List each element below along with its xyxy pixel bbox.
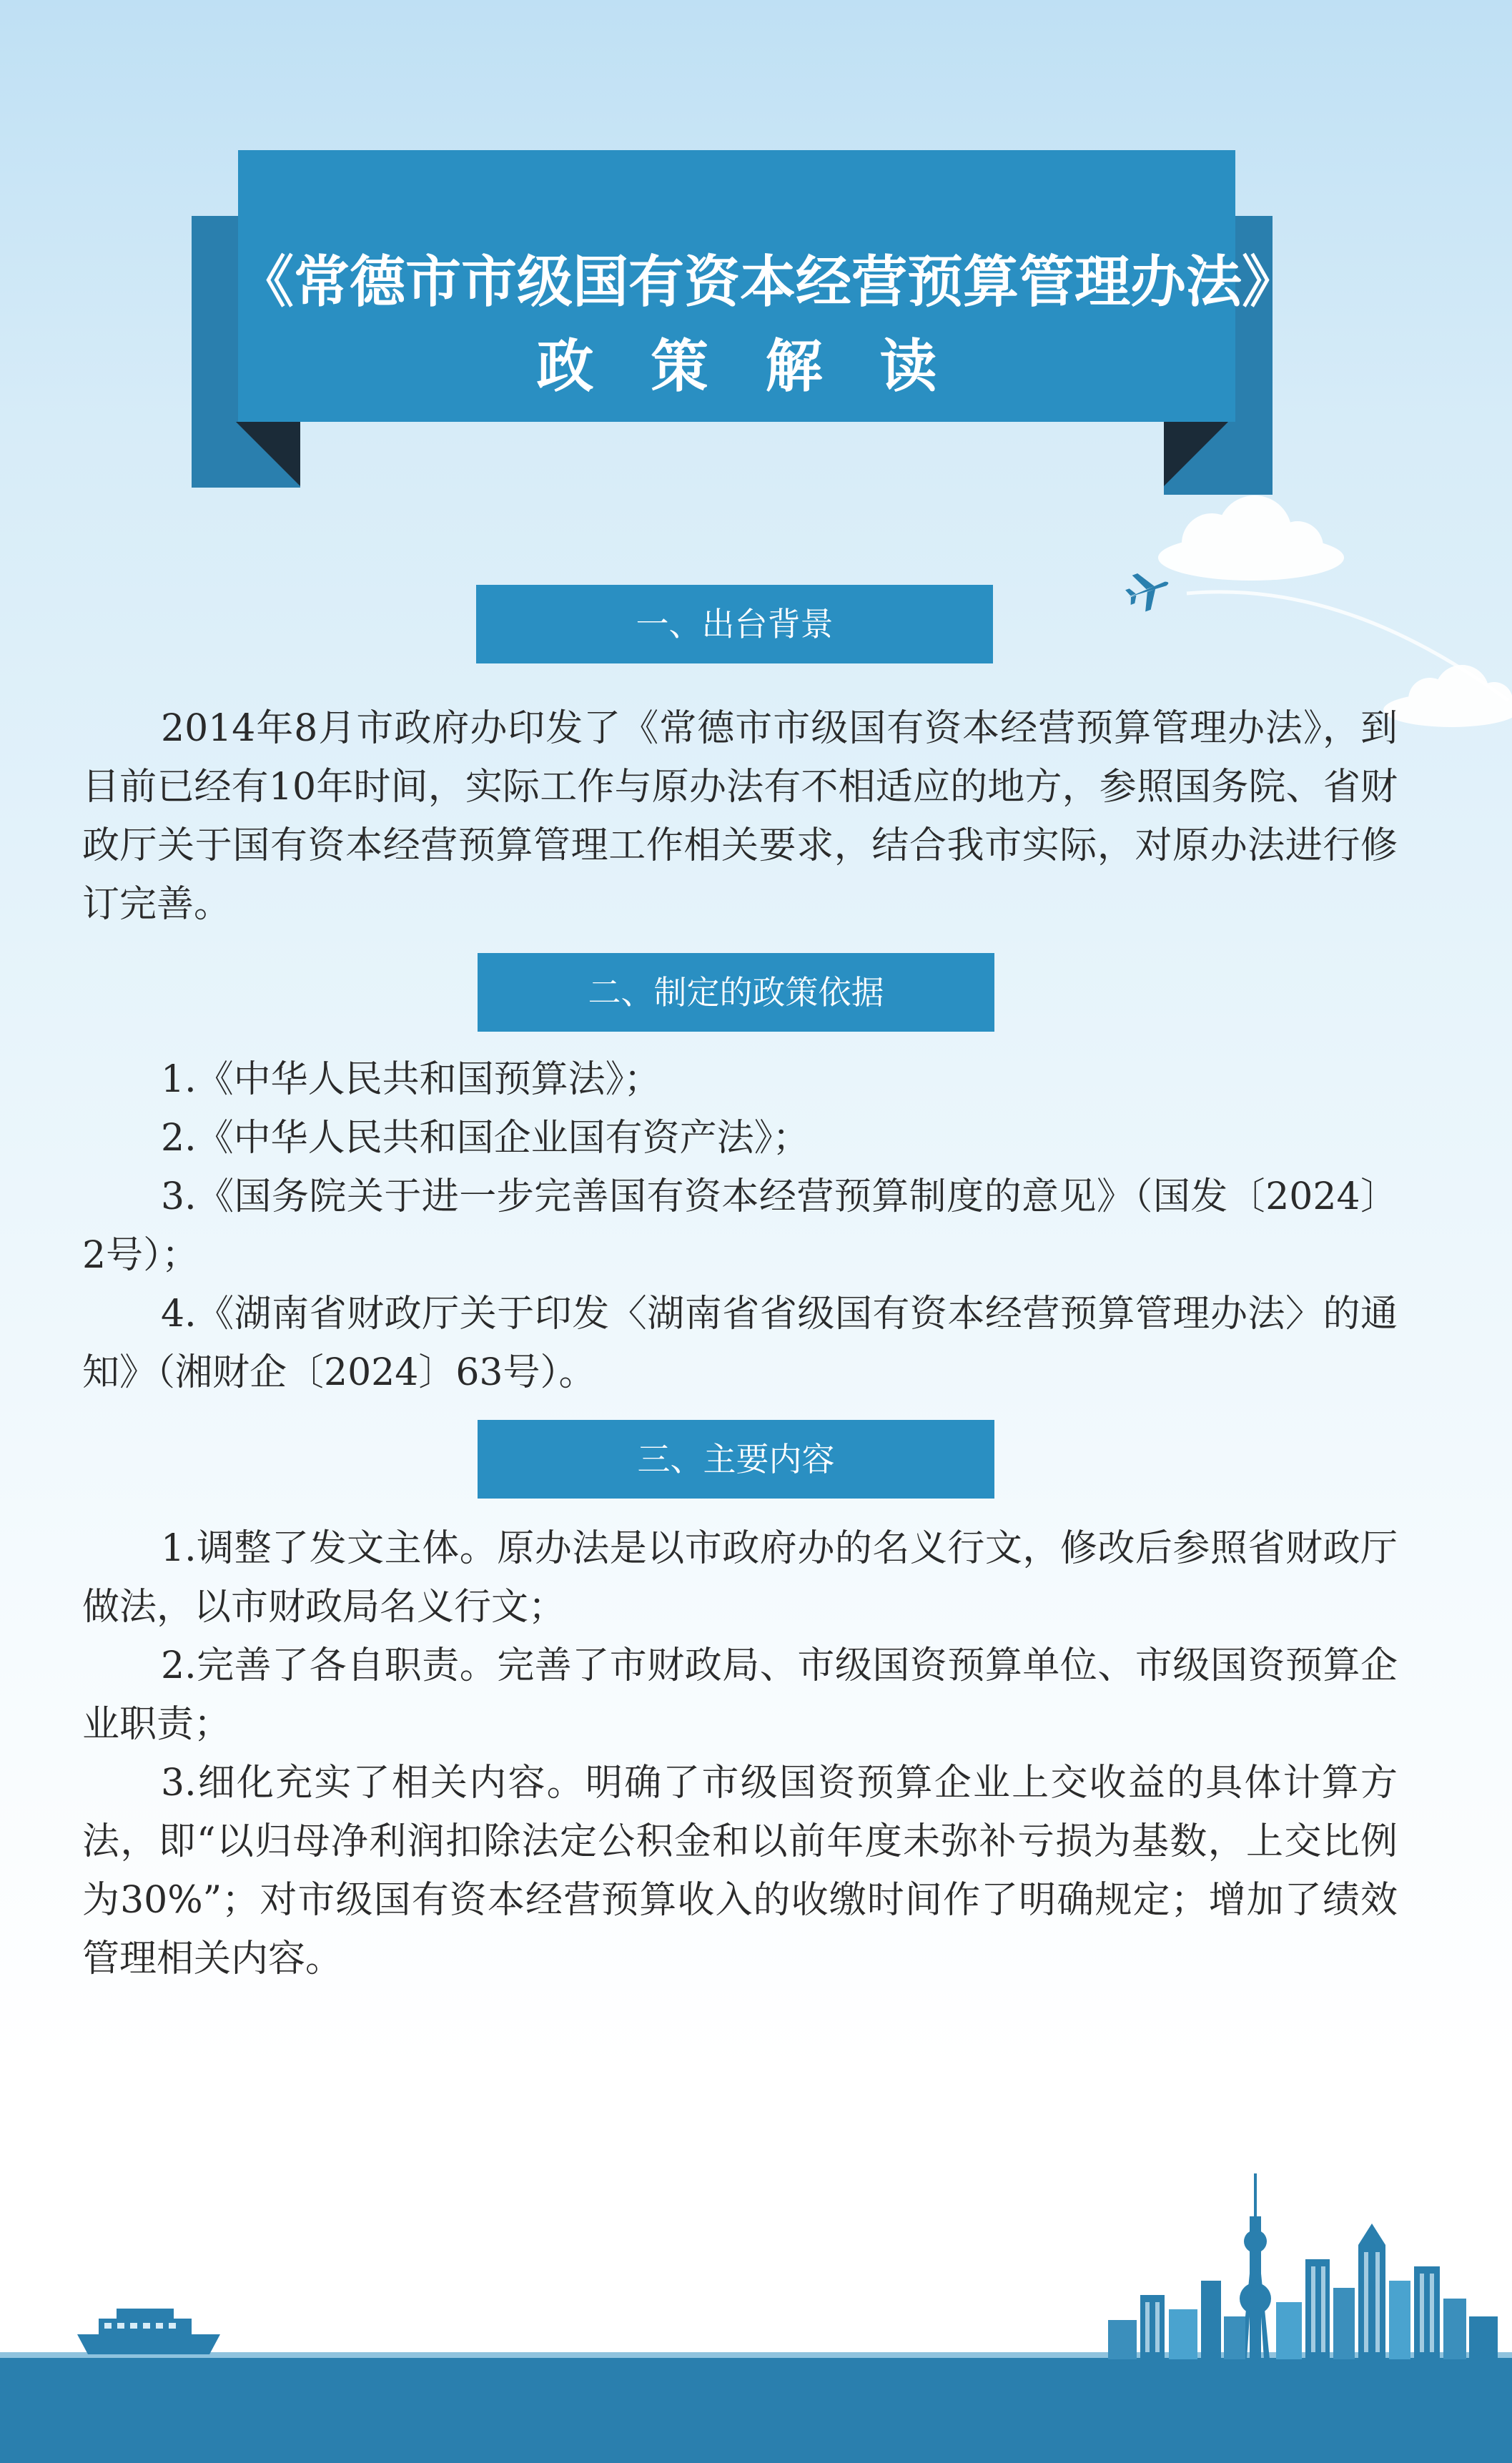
ribbon-fold-right — [1164, 422, 1228, 486]
bottom-band — [0, 2358, 1512, 2463]
plane-trail — [1180, 565, 1512, 708]
content-item-1: 1.调整了发文主体。原办法是以市政府办的名义行文，修改后参照省财政厅做法，以市财政局名义行文； — [82, 1527, 1398, 1629]
basis-item-2: 2.《中华人民共和国企业国有资产法》； — [161, 1117, 810, 1160]
city-skyline-icon — [1101, 2173, 1501, 2361]
basis-item-1: 1.《中华人民共和国预算法》； — [161, 1058, 661, 1101]
content-item-2: 2.完善了各自职责。完善了市财政局、市级国资预算单位、市级国资预算企业职责； — [82, 1644, 1398, 1746]
page-subtitle: 政策解读 — [536, 333, 994, 400]
airplane-icon — [1124, 565, 1174, 615]
section-heading-background: 一、出台背景 — [476, 585, 993, 663]
boat-icon — [77, 2306, 220, 2356]
title-banner — [238, 150, 1298, 422]
section-background-paragraph: 2014年8月市政府办印发了《常德市市级国有资本经营预算管理办法》，到目前已经有10年时间，实际工作与原办法有不相适应的地方，参照国务院、省财政厅关于国有资本经营预算管理工作相关要求，结合我市实际，对原办法进行修订完善。 — [82, 707, 1398, 926]
section-heading-content: 三、主要内容 — [478, 1420, 994, 1499]
section-heading-basis: 二、制定的政策依据 — [478, 953, 994, 1032]
page-title: 《常德市市级国有资本经营预算管理办法》 — [238, 250, 1298, 315]
basis-item-4: 4.《湖南省财政厅关于印发〈湖南省省级国有资本经营预算管理办法〉的通知》（湘财企〔2024〕63号）。 — [82, 1293, 1398, 1394]
content-item-3: 3.细化充实了相关内容。明确了市级国资预算企业上交收益的具体计算方法，即“以归母净利润扣除法定公积金和以前年度未弥补亏损为基数，上交比例为30%”；对市级国有资本经营预算收入的收缴时间作了明确规定；增加了绩效管理相关内容。 — [82, 1762, 1398, 1980]
basis-item-3: 3.《国务院关于进一步完善国有资本经营预算制度的意见》（国发〔2024〕2号）； — [82, 1175, 1398, 1277]
ribbon-fold-left — [236, 422, 300, 486]
